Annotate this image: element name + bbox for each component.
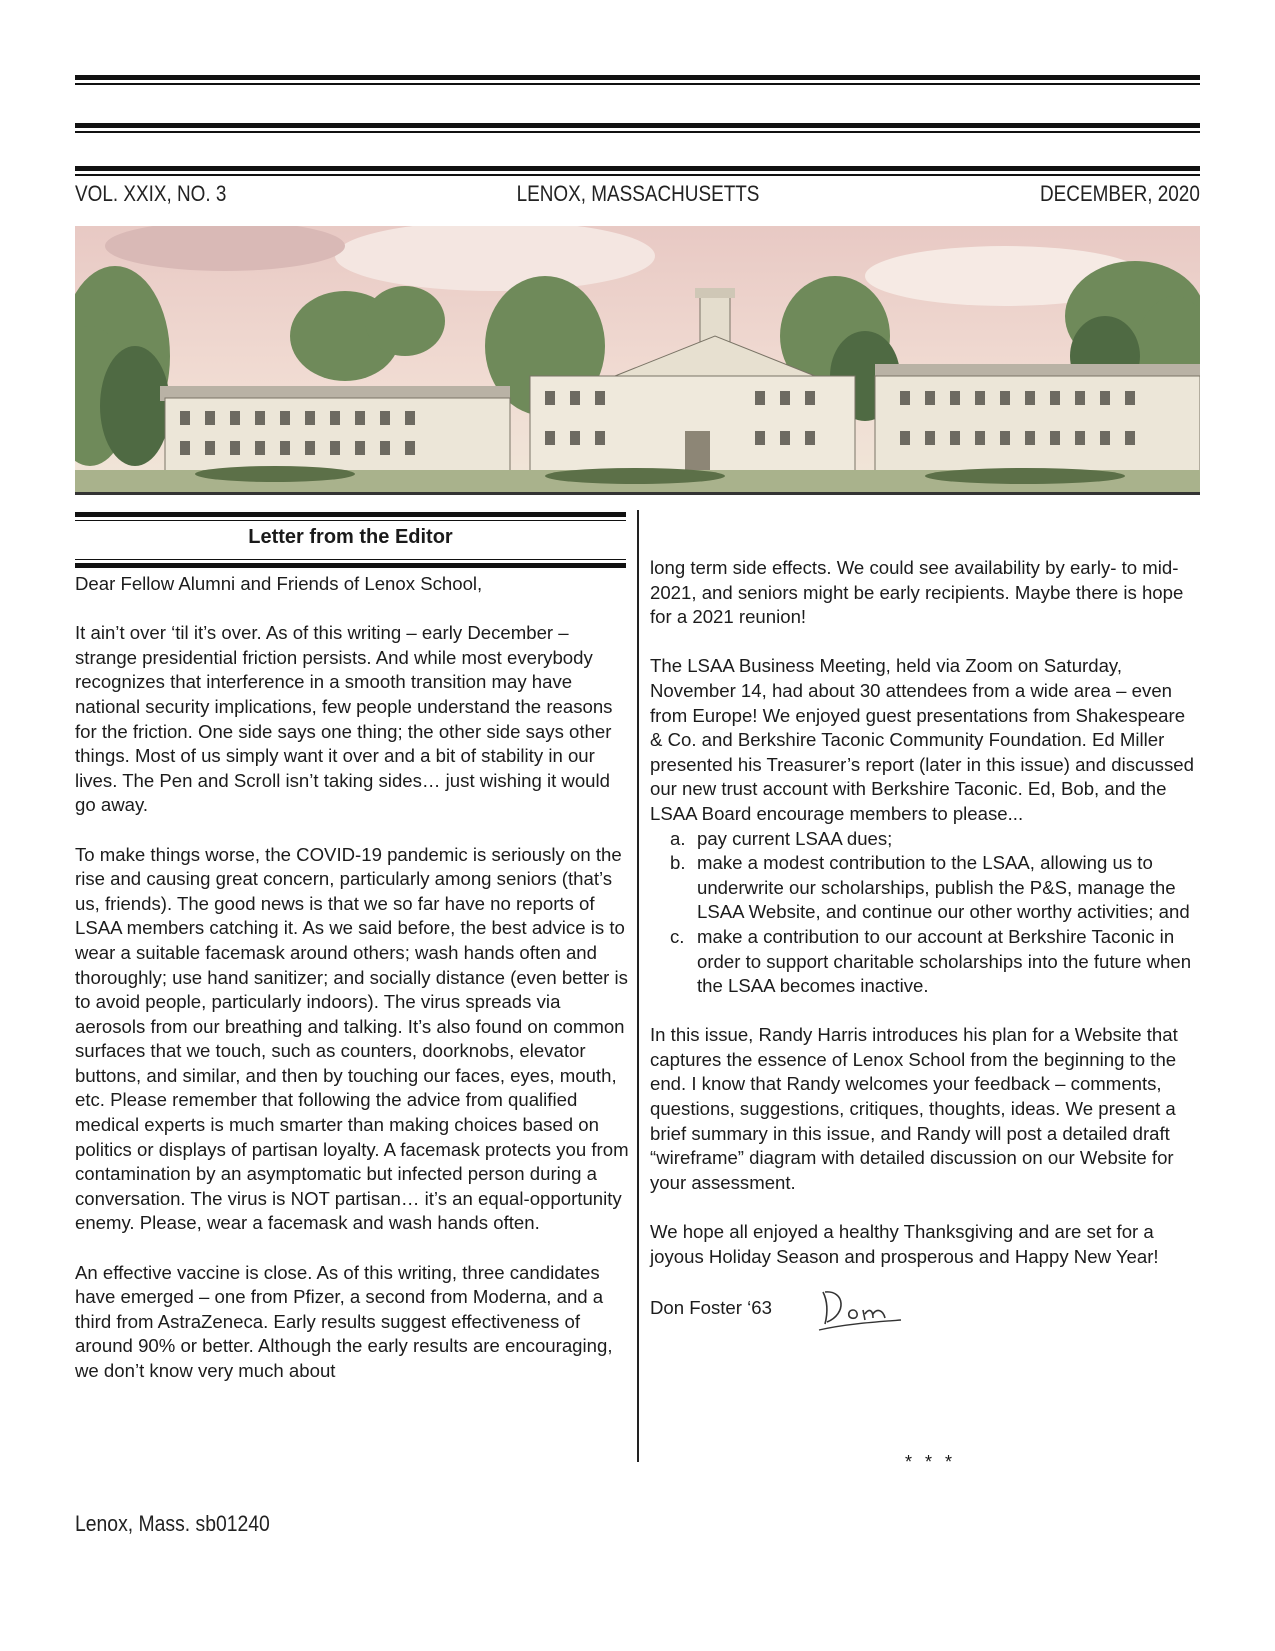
location: LENOX, MASSACHUSETTS	[516, 181, 759, 206]
paragraph-vaccine-continued: long term side effects. We could see availability by early- to mid-2021, and seniors might be early recipients. Maybe there is hope for a 2021 reunion!	[650, 557, 1184, 628]
paragraph-business-meeting: The LSAA Business Meeting, held via Zoom on Saturday, November 14, had about 30 attendees from a wide area – even from Europe! We enjoyed guest presentations from Shakespeare & Co. and Berkshire Taconic Community Foundation. Ed Miller presented his Treasurer’s report (later in this issue) and discussed our new trust account with Berkshire Taconic. Ed, Bob, and the LSAA Board encourage members to please...	[650, 655, 1194, 824]
list-item: a. pay current LSAA dues;	[670, 827, 893, 849]
signer-name: Don Foster ‘63	[650, 1296, 772, 1318]
top-rule-2	[75, 123, 1200, 128]
paragraph-covid: To make things worse, the COVID-19 pandemic is seriously on the rise and causing great concern, particularly among seniors (that’s us, friends). The good news is that we so far have no reports of LSAA members catching it. As we said before, the best advice is to wear a suitable facemask around others; wash hands often and thoroughly; use hand sanitizer; and socially distance (even better is to avoid people, particularly indoors). The virus spreads via aerosols from our breathing and talking. It’s also found on common surfaces that we touch, such as counters, doorknobs, elevator buttons, and similar, and then by touching our faces, eyes, mouth, etc. Please remember that following the advice from qualified medical experts is much smarter than making choices based on politics or displays of partisan loyalty. A facemask protects you from contamination by an asymptomatic but infected person during a conversation. The virus is NOT partisan… it’s an equal-opportunity enemy. Please, wear a facemask and wash hands often.	[75, 843, 629, 1234]
request-list	[650, 827, 1200, 999]
school-banner-image	[75, 226, 1200, 495]
top-rule-1	[75, 75, 1200, 80]
letter-heading-box	[75, 512, 626, 564]
volume-number: VOL. XXIX, NO. 3	[75, 181, 227, 206]
paragraph-holidays: We hope all enjoyed a healthy Thanksgiving and are set for a joyous Holiday Season and prosperous and Happy New Year!	[650, 1221, 1159, 1267]
top-rule-1b	[75, 83, 1200, 85]
top-rule-2b	[75, 131, 1200, 133]
paragraph-website: In this issue, Randy Harris introduces his plan for a Website that captures the essence of Lenox School from the beginning to the end. I know that Randy welcomes your feedback – comments, questions, suggestions, critiques, thoughts, ideas. We present a brief summary in this issue, and Randy will post a detailed draft “wireframe” diagram with detailed discussion on our Website for your assessment.	[650, 1024, 1178, 1193]
paragraph-vaccine: An effective vaccine is close. As of this writing, three candidates have emerged – one from Pfizer, a second from Moderna, and a third from AstraZeneca. Early results suggest effectiveness of around 90% or better. Although the early results are encouraging, we don’t know very much about	[75, 1261, 613, 1381]
letter-heading: Letter from the Editor	[248, 526, 453, 548]
top-rule-3b	[75, 174, 1200, 176]
footer-code: Lenox, Mass. sb01240	[75, 1511, 270, 1536]
handwritten-signature	[815, 1284, 905, 1334]
list-item: b. make a modest contribution to the LSAA, allowing us to underwrite our scholarships, publish the P&S, manage the LSAA Website, and continue our other worthy activities; and	[670, 852, 1190, 923]
list-item: c. make a contribution to our account at Berkshire Taconic in order to support charitable scholarships into the future when the LSAA becomes inactive.	[670, 925, 1192, 997]
salutation: Dear Fellow Alumni and Friends of Lenox School,	[75, 573, 483, 594]
paragraph-politics: It ain’t over ‘til it’s over. As of this writing – early December – strange presidential friction persists. And while most everybody recognizes that interference in a smooth transition may have national security implications, few people understand the reasons for the friction. One side says one thing; the other side says other things. Most of us simply want it over and a bit of stability in our lives. The Pen and Scroll isn’t taking sides… just wishing it would go away.	[75, 622, 613, 816]
column-divider	[637, 510, 639, 1462]
signature-row	[650, 1290, 1200, 1330]
left-column	[75, 572, 630, 1408]
issue-date: DECEMBER, 2020	[1040, 181, 1200, 206]
section-separator: * * *	[905, 1452, 957, 1472]
right-column	[650, 556, 1200, 1330]
masthead-meta	[75, 181, 1200, 209]
top-rule-3	[75, 166, 1200, 171]
